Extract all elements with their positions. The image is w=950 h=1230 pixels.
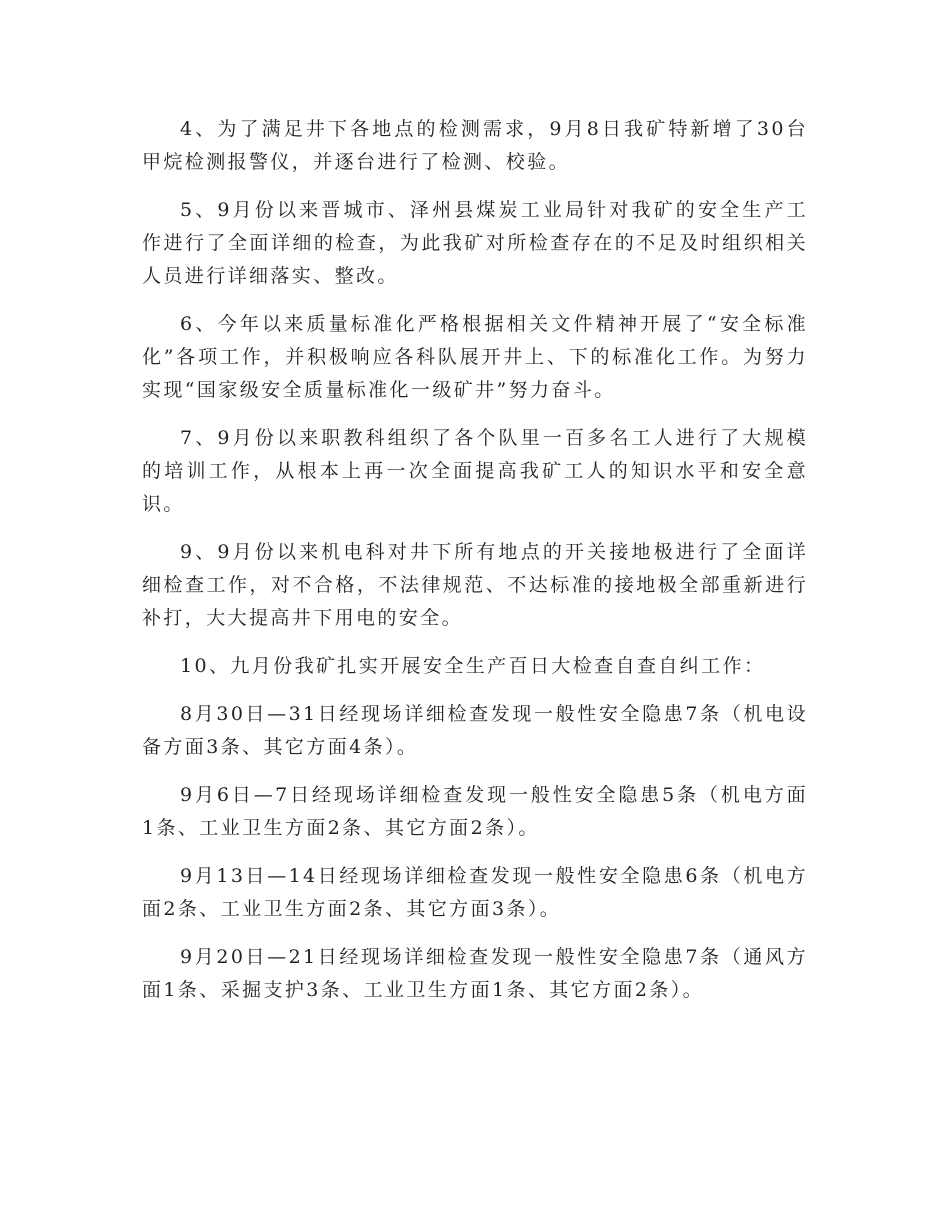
paragraph-item-9-grounding-check: 9、9月份以来机电科对井下所有地点的开关接地极进行了全面详细检查工作，对不合格，不法律规范、不达标准的接地极全部重新进行补打，大大提高井下用电的安全。 <box>142 541 808 629</box>
paragraph-item-7-training: 7、9月份以来职教科组织了各个队里一百多名工人进行了大规模的培训工作，从根本上再一次全面提高我矿工人的知识水平和安全意识。 <box>142 427 808 515</box>
paragraph-item-10-hundred-day-inspection: 10、九月份我矿扎实开展安全生产百日大检查自查自纠工作： <box>180 655 766 677</box>
document-body <box>142 113 808 1022</box>
paragraph-inspection-sep-20: 9月20日—21日经现场详细检查发现一般性安全隐患7条（通风方面1条、采掘支护3条、工业卫生方面1条、其它方面2条）。 <box>142 946 808 1001</box>
paragraph-inspection-sep-13: 9月13日—14日经现场详细检查发现一般性安全隐患6条（机电方面2条、工业卫生方面2条、其它方面3条）。 <box>142 865 808 920</box>
paragraph-inspection-aug-30: 8月30日—31日经现场详细检查发现一般性安全隐患7条（机电设备方面3条、其它方面4条）。 <box>142 703 808 758</box>
paragraph-item-4-methane-detectors: 4、为了满足井下各地点的检测需求，9月8日我矿特新增了30台甲烷检测报警仪，并逐台进行了检测、校验。 <box>142 118 808 173</box>
paragraph-inspection-sep-6: 9月6日—7日经现场详细检查发现一般性安全隐患5条（机电方面1条、工业卫生方面2条、其它方面2条）。 <box>142 784 808 839</box>
paragraph-item-5-bureau-inspection: 5、9月份以来晋城市、泽州县煤炭工业局针对我矿的安全生产工作进行了全面详细的检查，为此我矿对所检查存在的不足及时组织相关人员进行详细落实、整改。 <box>142 199 808 287</box>
paragraph-item-6-standardization: 6、今年以来质量标准化严格根据相关文件精神开展了“安全标准化”各项工作，并积极响应各科队展开井上、下的标准化工作。为努力实现“国家级安全质量标准化一级矿井”努力奋斗。 <box>142 313 808 401</box>
